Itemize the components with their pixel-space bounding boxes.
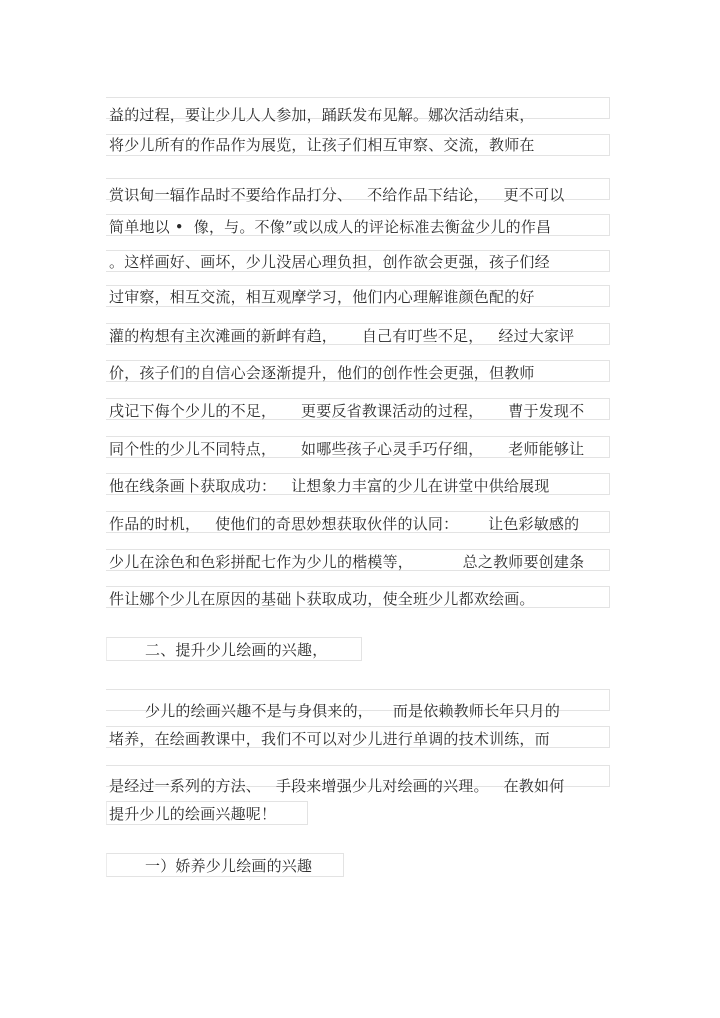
paragraph-line: 。这样画好、画坏，少儿没居心理负担，创作欲会更强，孩子们经 xyxy=(109,253,550,271)
paragraph-line: 灌的构想有主次滩画的新衅有趋， 自己有叮些不足， 经过大家评 xyxy=(109,327,575,345)
paragraph-line: 他在线条画卜获取成功： 让想象力丰富的少儿在讲堂中供给展现 xyxy=(109,477,550,495)
paragraph-line: 戌记下侮个少儿的不足， 更要反省教课活动的过程， 曹于发现不 xyxy=(109,402,585,420)
paragraph-line: 将少儿所有的作品作为展览，让孩子们相互审察、交流，教师在 xyxy=(109,136,535,154)
paragraph-line: 是经过一系列的方法、 手段来增强少儿对绘画的兴理。 在教如何 xyxy=(109,777,565,795)
paragraph-line: 提升少儿的绘画兴趣呢！ xyxy=(109,805,277,823)
paragraph-line: 益的过程，要让少儿人人参加，踊跃发布见解。娜次活动结束， xyxy=(109,106,535,124)
paragraph-line: 件让娜个少儿在原因的基础卜获取成功，使全班少儿都欢绘画。 xyxy=(109,590,535,608)
subsection-heading: 一）娇养少儿绘画的兴趣 xyxy=(145,857,313,875)
paragraph-line: 少儿在涂色和色彩拼配七作为少儿的楷模等， 总之教师要创建条 xyxy=(109,553,585,571)
section-heading: 二、提升少儿绘画的兴趣， xyxy=(145,641,328,659)
paragraph-line: 同个性的少儿不同特点， 如哪些孩子心灵手巧仔细， 老师能够让 xyxy=(109,440,585,458)
paragraph-line: 堵养，在绘画教课中，我们不可以对少儿进行单调的技术训练，而 xyxy=(109,730,550,748)
paragraph-line: 少儿的绘画兴趣不是与身俱来的， 而是依赖教师长年只月的 xyxy=(145,702,561,720)
paragraph-line: 过审察，相互交流，相互观摩学习，他们内心理解谁颜色配的好 xyxy=(109,288,535,306)
paragraph-line: 价，孩子们的自信心会逐渐提升，他们的创作性会更强，但教师 xyxy=(109,364,535,382)
paragraph-line: 作品的时机， 使他们的奇思妙想获取伙伴的认同： 让色彩敏感的 xyxy=(109,515,580,533)
paragraph-line: 简单地以 • 像，与。不像”或以成人的评论标准去衡盆少儿的作昌 xyxy=(109,218,552,236)
paragraph-line: 赏识甸一辐作品时不要给作品打分、 不给作品下结论， 更不可以 xyxy=(109,186,565,204)
